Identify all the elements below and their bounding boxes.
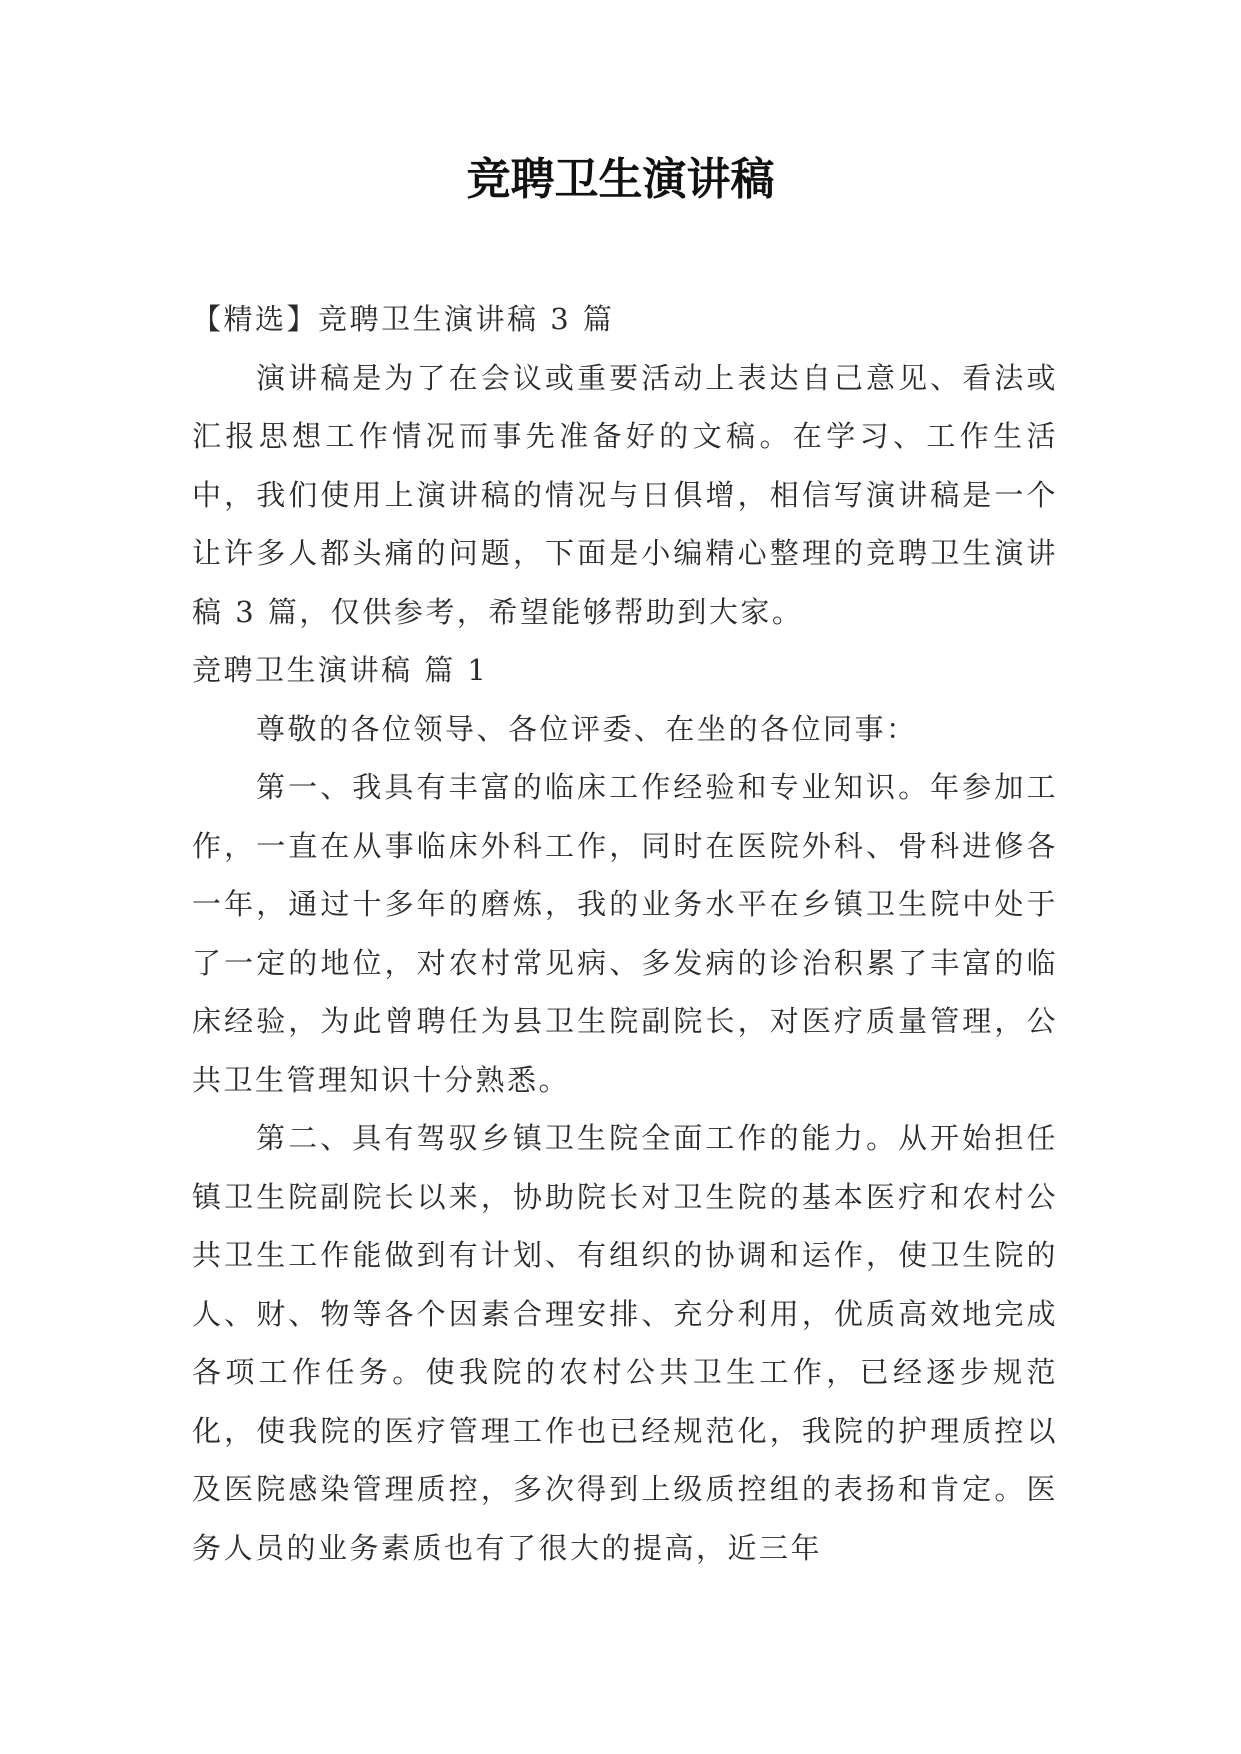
document-title: 竞聘卫生演讲稿	[466, 154, 775, 205]
paragraph-point-one: 第一、我具有丰富的临床工作经验和专业知识。年参加工作，一直在从事临床外科工作，同时在医院外科、骨科进修各一年，通过十多年的磨炼，我的业务水平在乡镇卫生院中处于了一定的地位，对农村常见病、多发病的诊治积累了丰富的临床经验，为此曾聘任为县卫生院副院长，对医疗质量管理，公共卫生管理知识十分熟悉。	[192, 770, 1058, 1097]
paragraph-point-two: 第二、具有驾驭乡镇卫生院全面工作的能力。从开始担任镇卫生院副院长以来，协助院长对卫生院的基本医疗和农村公共卫生工作能做到有计划、有组织的协调和运作，使卫生院的人、财、物等各个因素合理安排、充分利用，优质高效地完成各项工作任务。使我院的农村公共卫生工作，已经逐步规范化，使我院的医疗管理工作也已经规范化，我院的护理质控以及医院感染管理质控，多次得到上级质控组的表扬和肯定。医务人员的业务素质也有了很大的提高，近三年	[192, 1121, 1058, 1565]
paragraph-subtitle: 【精选】竞聘卫生演讲稿 3 篇	[192, 302, 615, 336]
document-body	[192, 290, 1058, 1577]
paragraph-intro: 演讲稿是为了在会议或重要活动上表达自己意见、看法或汇报思想工作情况而事先准备好的文稿。在学习、工作生活中，我们使用上演讲稿的情况与日俱增，相信写演讲稿是一个让许多人都头痛的问题，下面是小编精心整理的竞聘卫生演讲稿 3 篇，仅供参考，希望能够帮助到大家。	[192, 360, 1058, 629]
paragraph-salutation: 尊敬的各位领导、各位评委、在坐的各位同事：	[256, 711, 918, 746]
paragraph-section-heading: 竞聘卫生演讲稿 篇 1	[192, 653, 489, 687]
